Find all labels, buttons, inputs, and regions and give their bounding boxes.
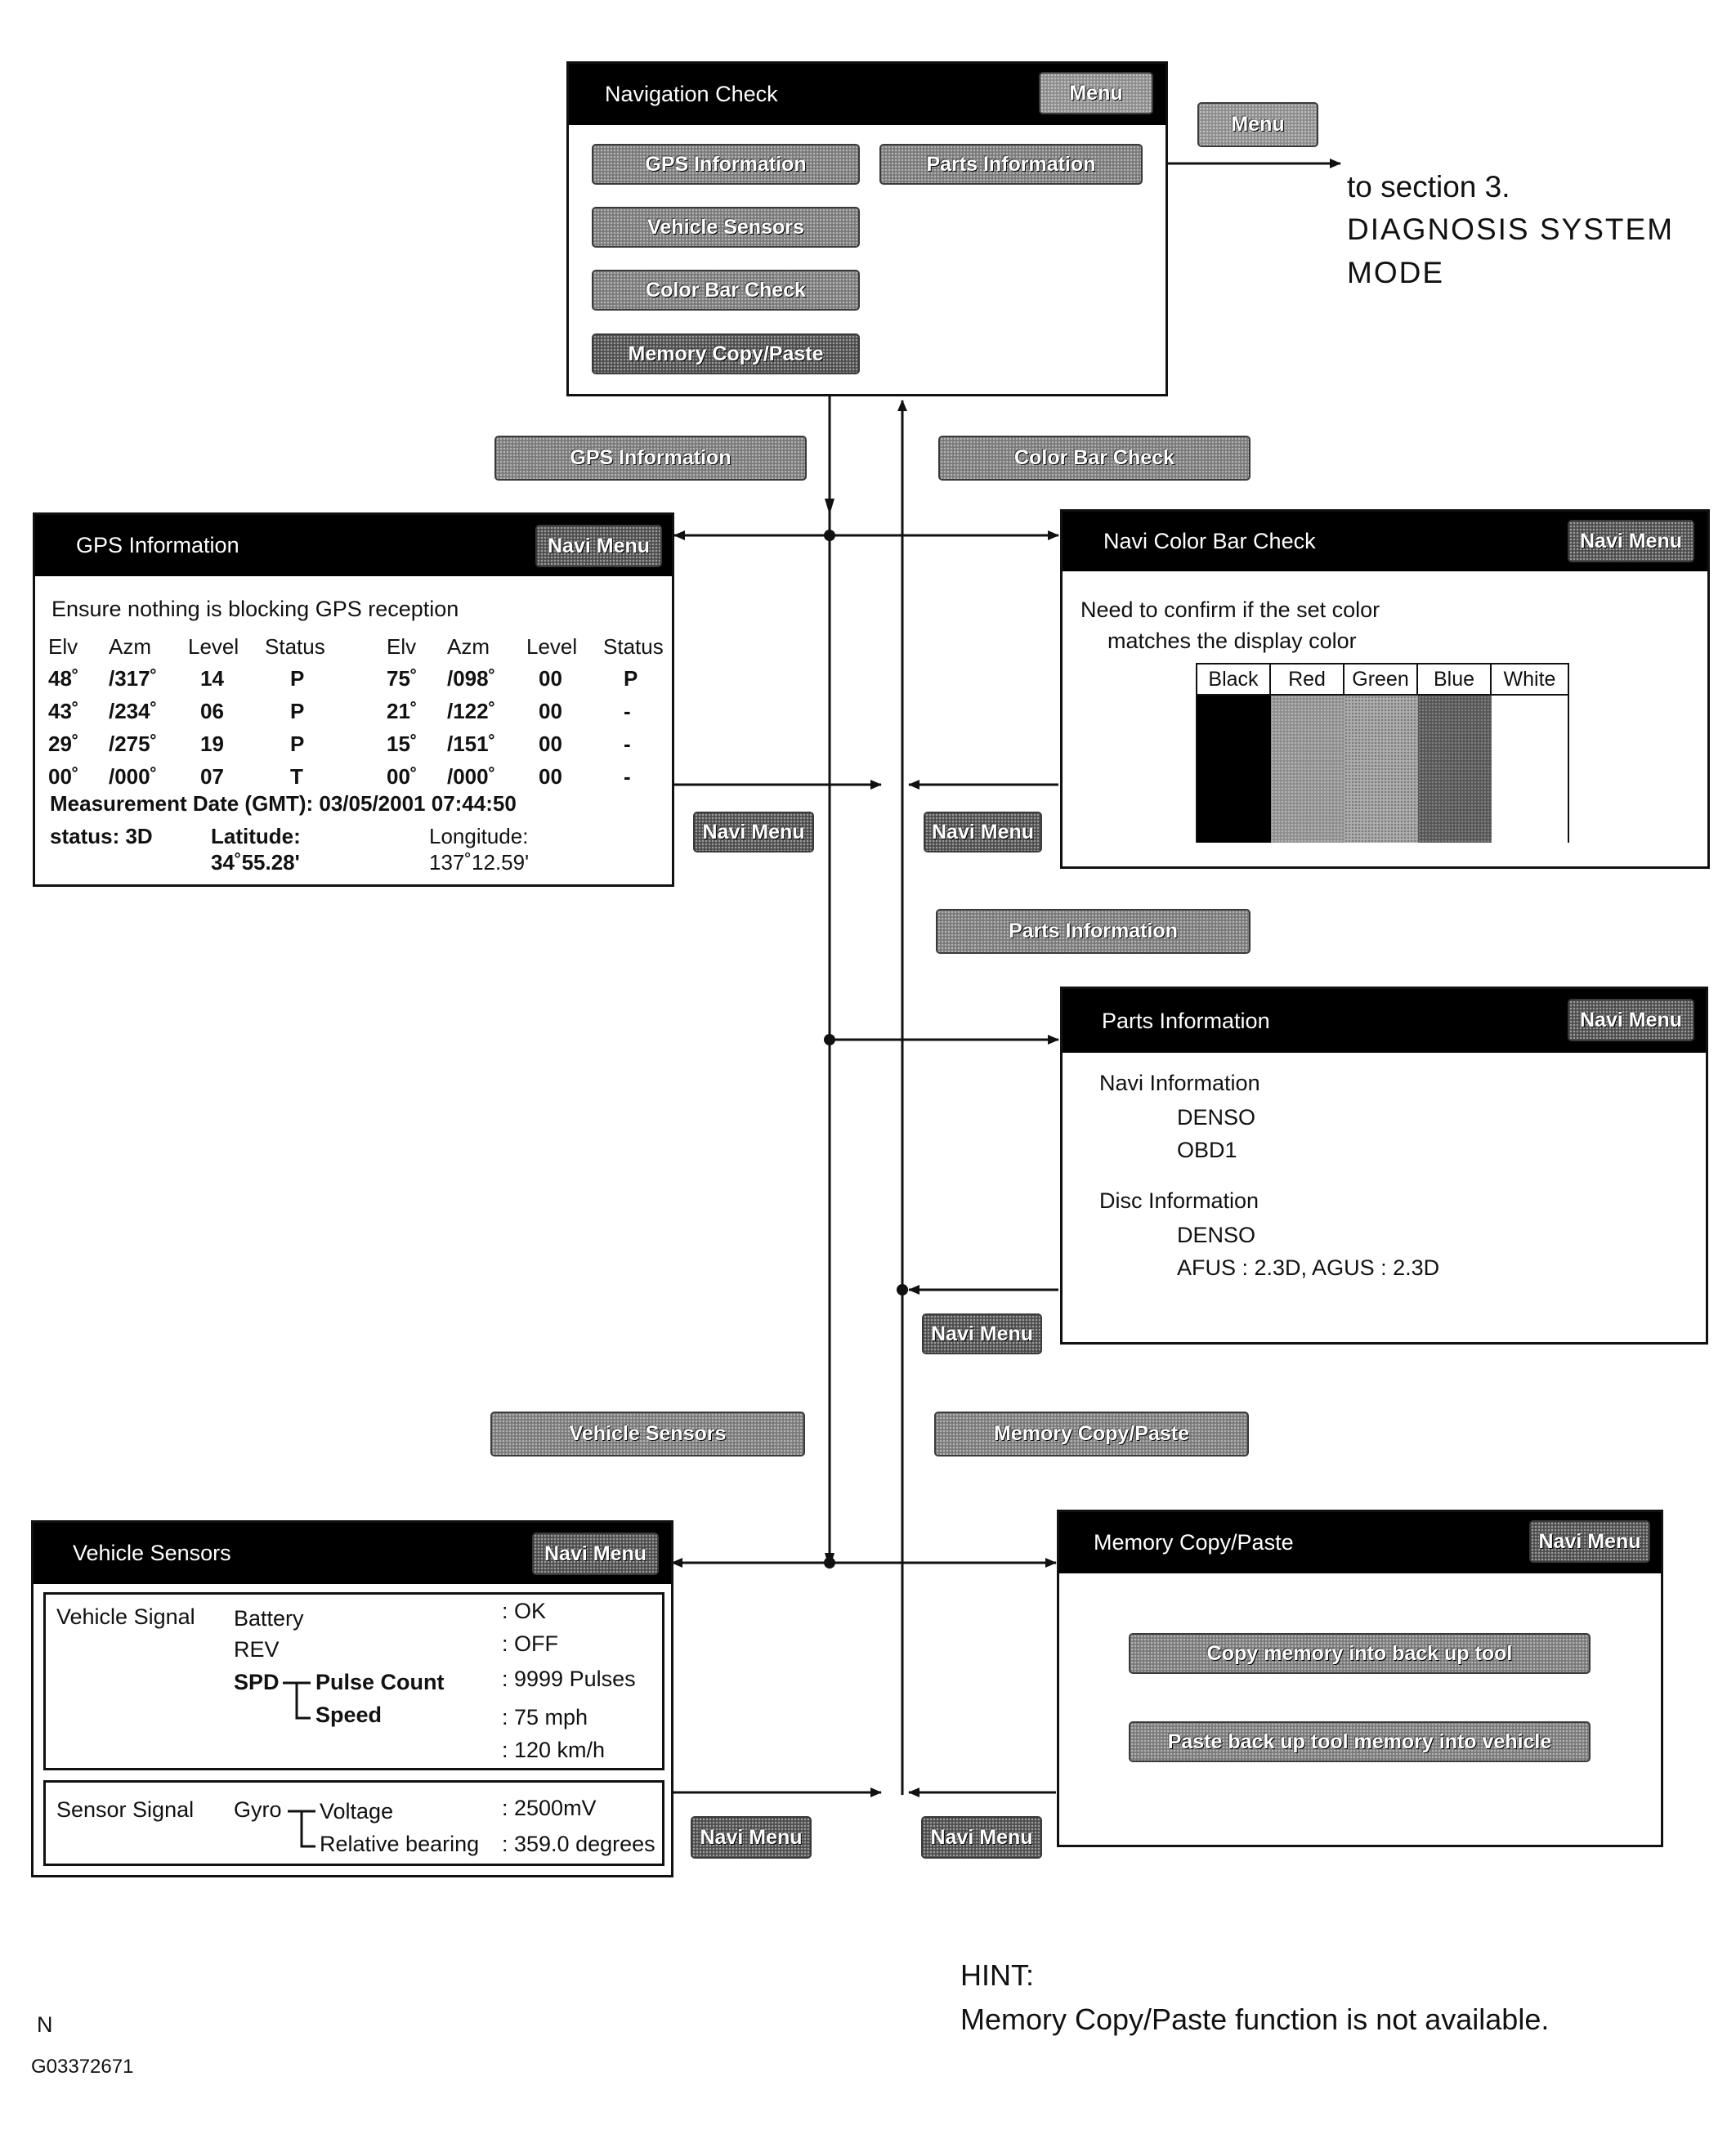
navi-information-label: Navi Information [1099, 1071, 1260, 1095]
vehicle-title: Vehicle Sensors [73, 1541, 231, 1565]
color-swatch-blue [1418, 696, 1492, 843]
spd-bracket [283, 1679, 312, 1728]
cell: /000˚ [109, 763, 158, 789]
section3-line1: to section 3. [1347, 170, 1510, 204]
navigation-check-screen [566, 61, 1168, 396]
parts-return-label: Navi Menu [922, 1313, 1042, 1354]
hint-text: Memory Copy/Paste function is not available. [960, 2002, 1550, 2036]
cell: 00 [539, 698, 562, 723]
table-row [47, 727, 664, 760]
vehicle-signal-label: Vehicle Signal [56, 1604, 195, 1629]
speed-kmh-value: : 120 km/h [502, 1738, 606, 1762]
gps-measurement: Measurement Date (GMT): 03/05/2001 07:44:50 [50, 791, 517, 816]
gps-information-button[interactable]: GPS Information [592, 144, 860, 185]
relative-bearing-label: Relative bearing [320, 1832, 480, 1856]
color-header-red: Red [1271, 665, 1345, 696]
cell: /098˚ [447, 665, 496, 691]
battery-value: : OK [502, 1599, 547, 1623]
navi-information-version: OBD1 [1177, 1138, 1237, 1162]
color-swatch-red [1271, 696, 1345, 843]
parts-information-screen [1060, 987, 1708, 1345]
color-header-white: White [1492, 665, 1568, 696]
gyro-bracket [288, 1807, 317, 1856]
disc-information-version: AFUS : 2.3D, AGUS : 2.3D [1177, 1255, 1440, 1280]
disc-information-maker: DENSO [1177, 1223, 1256, 1247]
cell: - [624, 731, 631, 756]
cell: - [624, 763, 631, 789]
cell: /151˚ [447, 731, 496, 756]
gps-longitude-value: 137˚12.59' [429, 850, 530, 875]
voltage-label: Voltage [320, 1799, 394, 1823]
color-title: Navi Color Bar Check [1103, 529, 1316, 553]
gps-status: status: 3D [50, 824, 153, 848]
navi-information-maker: DENSO [1177, 1105, 1256, 1130]
table-row [47, 760, 664, 793]
cell: 14 [200, 665, 224, 691]
gps-col-level: Level [188, 633, 239, 659]
cell: /122˚ [447, 698, 496, 723]
pulse-count-value: : 9999 Pulses [502, 1667, 636, 1691]
memory-title: Memory Copy/Paste [1094, 1530, 1294, 1555]
color-return-label: Navi Menu [924, 812, 1042, 852]
memory-navi-menu-button[interactable]: Navi Menu [1529, 1520, 1650, 1563]
gps-navi-menu-button[interactable]: Navi Menu [535, 525, 662, 567]
color-swatch-black [1197, 696, 1271, 843]
rev-value: : OFF [502, 1631, 558, 1656]
memory-copy-paste-screen [1057, 1510, 1663, 1847]
cell: 19 [200, 731, 224, 756]
voltage-value: : 2500mV [502, 1796, 597, 1820]
gps-col-status2: Status [603, 633, 664, 659]
cell: /234˚ [109, 698, 158, 723]
cell: 00 [539, 763, 562, 789]
gps-col-status: Status [265, 633, 325, 659]
color-header-blue: Blue [1418, 665, 1492, 696]
footer-letter: N [37, 2012, 53, 2037]
parts-transition-label: Parts Information [936, 909, 1251, 954]
gps-col-elv: Elv [48, 633, 78, 659]
paste-memory-button[interactable]: Paste back up tool memory into vehicle [1129, 1721, 1591, 1762]
gps-return-label: Navi Menu [693, 812, 814, 852]
rev-label: REV [234, 1637, 280, 1662]
cell: P [290, 665, 305, 691]
memory-copy-paste-button[interactable]: Memory Copy/Paste [592, 333, 860, 374]
gps-title: GPS Information [76, 533, 239, 557]
vehicle-sensors-button[interactable]: Vehicle Sensors [592, 207, 860, 248]
color-bar-table [1196, 663, 1569, 843]
vehicle-return-label: Navi Menu [691, 1816, 812, 1859]
color-instruction-line2: matches the display color [1107, 629, 1357, 653]
gps-longitude-label: Longitude: [429, 824, 529, 848]
cell: 00˚ [48, 763, 79, 789]
color-swatch-white [1492, 696, 1568, 843]
gps-col-elv2: Elv [387, 633, 417, 659]
gps-latitude-label: Latitude: [211, 824, 301, 848]
parts-navi-menu-button[interactable]: Navi Menu [1568, 999, 1694, 1041]
cell: P [624, 665, 638, 691]
gps-col-azm: Azm [109, 633, 151, 659]
color-instruction-line1: Need to confirm if the set color [1081, 597, 1380, 622]
color-navi-menu-button[interactable]: Navi Menu [1568, 520, 1694, 562]
color-bar-check-screen [1060, 509, 1710, 869]
cell: 15˚ [387, 731, 418, 756]
cell: 21˚ [387, 698, 418, 723]
vehicle-sensors-screen [31, 1520, 673, 1877]
sensor-signal-box [43, 1780, 664, 1866]
sensor-signal-label: Sensor Signal [56, 1797, 195, 1822]
color-bar-transition-label: Color Bar Check [938, 436, 1251, 481]
pulse-count-label: Pulse Count [315, 1670, 445, 1694]
gps-latitude-value: 34˚55.28' [211, 850, 300, 875]
gps-transition-label: GPS Information [494, 436, 807, 481]
parts-information-button[interactable]: Parts Information [879, 144, 1143, 185]
table-row [47, 695, 664, 727]
menu-button[interactable]: Menu [1039, 72, 1153, 114]
cell: /275˚ [109, 731, 158, 756]
cell: 07 [200, 763, 224, 789]
gps-information-screen [33, 512, 674, 887]
battery-label: Battery [234, 1606, 304, 1631]
cell: /000˚ [447, 763, 496, 789]
copy-memory-button[interactable]: Copy memory into back up tool [1129, 1633, 1591, 1674]
parts-title: Parts Information [1102, 1008, 1270, 1033]
cell: /317˚ [109, 665, 158, 691]
cell: 00 [539, 665, 562, 691]
speed-label: Speed [315, 1703, 383, 1727]
gps-notice: Ensure nothing is blocking GPS reception [51, 597, 459, 621]
vehicle-signal-box [43, 1592, 664, 1770]
cell: 00˚ [387, 763, 418, 789]
cell: 29˚ [48, 731, 79, 756]
color-header-black: Black [1197, 665, 1271, 696]
disc-information-label: Disc Information [1099, 1188, 1259, 1213]
spd-label: SPD [234, 1670, 280, 1694]
hint-label: HINT: [960, 1958, 1034, 1992]
vehicle-navi-menu-button[interactable]: Navi Menu [532, 1533, 659, 1575]
gyro-label: Gyro [234, 1797, 282, 1822]
cell: T [290, 763, 303, 789]
section3-line2: DIAGNOSIS SYSTEM [1347, 213, 1675, 246]
cell: 06 [200, 698, 224, 723]
gps-col-azm2: Azm [447, 633, 490, 659]
gps-col-level2: Level [526, 633, 578, 659]
cell: 48˚ [48, 665, 79, 691]
cell: P [290, 698, 305, 723]
menu-transition-label: Menu [1197, 102, 1318, 147]
speed-mph-value: : 75 mph [502, 1705, 588, 1730]
vehicle-transition-label: Vehicle Sensors [490, 1412, 805, 1457]
section3-line3: MODE [1347, 256, 1444, 289]
gps-table-header [47, 631, 664, 662]
color-bar-check-button[interactable]: Color Bar Check [592, 270, 860, 311]
navigation-check-title: Navigation Check [605, 82, 778, 106]
cell: - [624, 698, 631, 723]
relative-bearing-value: : 359.0 degrees [502, 1832, 655, 1856]
cell: 00 [539, 731, 562, 756]
footer-code: G03372671 [31, 2056, 134, 2078]
memory-return-label: Navi Menu [921, 1816, 1042, 1859]
memory-transition-label: Memory Copy/Paste [934, 1412, 1249, 1457]
cell: 75˚ [387, 665, 418, 691]
cell: 43˚ [48, 698, 79, 723]
color-swatch-green [1345, 696, 1418, 843]
gps-satellite-table [47, 631, 664, 793]
cell: P [290, 731, 305, 756]
color-header-green: Green [1345, 665, 1418, 696]
table-row [47, 662, 664, 695]
